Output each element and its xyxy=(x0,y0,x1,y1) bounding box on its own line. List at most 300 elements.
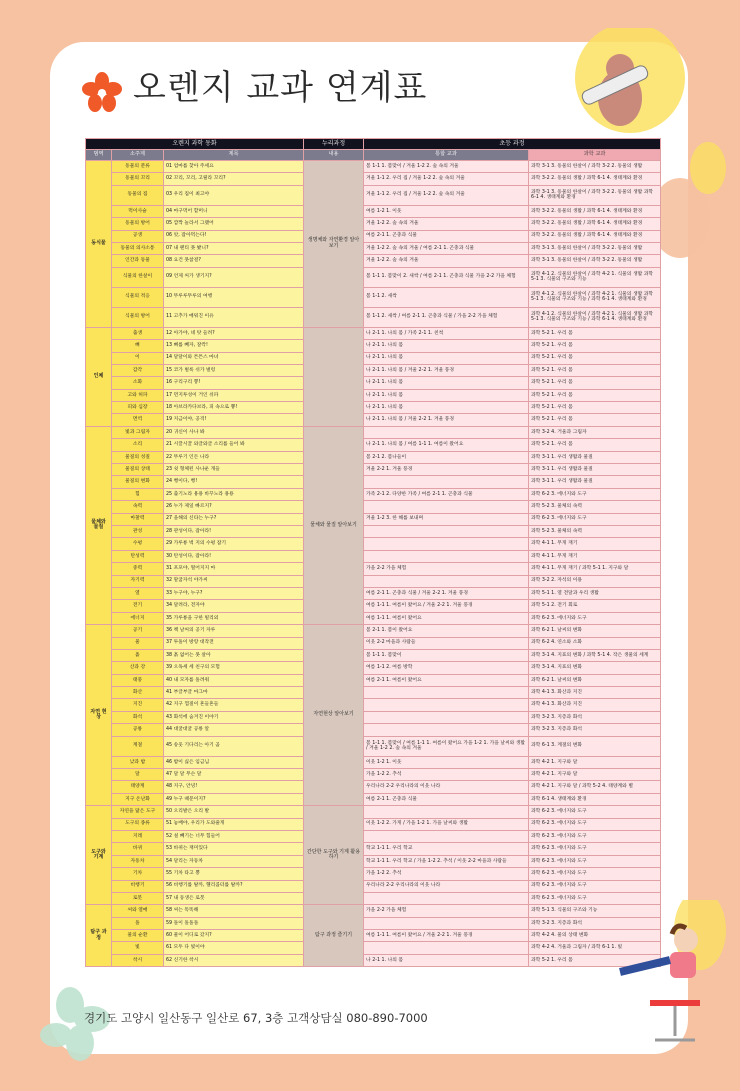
table-row xyxy=(86,880,661,892)
subtopic-cell: 물질의 변화 xyxy=(112,476,164,488)
integrated-cell xyxy=(364,917,529,929)
subtopic-cell: 자동차 xyxy=(112,855,164,867)
title-cell: 29 가루룡 벅 지의 수평 잡기 xyxy=(164,538,304,550)
table-row xyxy=(86,538,661,550)
integrated-cell: 나 2-1 1. 나의 몸 xyxy=(364,954,529,966)
table-row xyxy=(86,818,661,830)
col-title: 제목 xyxy=(164,150,304,161)
integrated-cell: 나 2-1 1. 나의 몸 xyxy=(364,352,529,364)
curriculum-table xyxy=(85,138,661,967)
table-row xyxy=(86,674,661,686)
science-cell: 과학 4-2 1. 지구와 달 / 과학 5-2 4. 태양계와 별 xyxy=(529,781,661,793)
subtopic-cell: 로봇 xyxy=(112,892,164,904)
integrated-cell xyxy=(364,525,529,537)
integrated-cell: 이웃 2-2 마을과 사람들 xyxy=(364,637,529,649)
table-row xyxy=(86,736,661,756)
subtopic-cell: 지레 xyxy=(112,830,164,842)
col-integrated: 통합 교과 xyxy=(364,150,529,161)
science-cell: 과학 5-2 1. 우리 몸 xyxy=(529,352,661,364)
science-cell: 과학 5-2 1. 우리 몸 xyxy=(529,389,661,401)
integrated-cell: 여름 1-2 1. 이웃 xyxy=(364,205,529,217)
title-cell: 09 언제 씨가 생기지? xyxy=(164,267,304,287)
area-cell: 물체와 물질 xyxy=(86,426,112,624)
science-cell: 과학 4-2 4. 물의 상태 변화 xyxy=(529,930,661,942)
integrated-cell xyxy=(364,687,529,699)
integrated-cell: 나 2-1 1. 나의 몸 xyxy=(364,377,529,389)
table-row xyxy=(86,287,661,307)
integrated-cell: 봄 1-1 2. 새싹 / 여름 2-1 1. 곤충과 식물 / 가을 2-2 가을 체험 xyxy=(364,307,529,327)
title-cell: 24 뻥이다, 뻥! xyxy=(164,476,304,488)
integrated-cell: 가족 2-1 2. 다양한 가족 / 여름 2-1 1. 곤충과 식물 xyxy=(364,488,529,500)
science-cell: 과학 3-1 3. 동물의 한살이 / 과학 3-2 2. 동물의 생활 xyxy=(529,242,661,254)
integrated-cell: 나 2-1 1. 나의 몸 / 여름 1-1 1. 여름이 왔어요 xyxy=(364,439,529,451)
integrated-cell xyxy=(364,830,529,842)
integrated-cell: 나 2-1 1. 나의 몸 / 겨울 2-2 1. 겨울 풍경 xyxy=(364,414,529,426)
integrated-cell: 겨울 1-2 2. 숲 속의 겨울 xyxy=(364,255,529,267)
header-elementary: 초등 과정 xyxy=(364,139,661,150)
science-cell: 과학 6-2 3. 에너지와 도구 xyxy=(529,868,661,880)
subtopic-cell: 기차 xyxy=(112,868,164,880)
science-cell: 과학 3-1 3. 동물의 한살이 / 과학 3-2 2. 동물의 생활 과학 6-1 4. 생태계와 환경 xyxy=(529,185,661,205)
subtopic-cell: 비행기 xyxy=(112,880,164,892)
table-row xyxy=(86,724,661,736)
subtopic-cell: 물 xyxy=(112,637,164,649)
table-row xyxy=(86,781,661,793)
integrated-cell: 봄 2-1 2. 봄나들이 xyxy=(364,451,529,463)
science-cell: 과학 3-2 2. 동물의 생활 / 과학 6-1 4. 생태계와 환경 xyxy=(529,205,661,217)
science-cell: 과학 4-2 1. 지구와 달 xyxy=(529,756,661,768)
science-cell: 과학 4-1 2. 식물의 한살이 / 과학 4-2 1. 식물의 생활 과학 5-1 3. 식물의 구조와 기능 / 과학 6-1 4. 생태계와 환경 xyxy=(529,307,661,327)
title-cell: 55 기차 타고 뿡 xyxy=(164,868,304,880)
subtopic-cell: 공기 xyxy=(112,625,164,637)
subtopic-cell: 탄성력 xyxy=(112,550,164,562)
science-cell: 과학 4-1 1. 무게 재기 / 과학 5-1 1. 지구와 달 xyxy=(529,563,661,575)
title-cell: 44 대굴대굴 공룡 알 xyxy=(164,724,304,736)
subtopic-cell: 씨와 열매 xyxy=(112,905,164,917)
title-cell: 06 앗, 잡아먹는다! xyxy=(164,230,304,242)
title-cell: 02 꼬리, 꼬리, 고릴라 꼬리? xyxy=(164,173,304,185)
integrated-cell xyxy=(364,426,529,438)
subtopic-cell: 출생 xyxy=(112,327,164,339)
science-cell: 과학 5-2 3. 물체의 속력 xyxy=(529,501,661,513)
subtopic-cell: 자연을 닮은 도구 xyxy=(112,806,164,818)
science-cell: 과학 6-2 3. 에너지와 도구 xyxy=(529,880,661,892)
science-cell: 과학 3-2 3. 지층과 화석 xyxy=(529,917,661,929)
science-cell: 과학 5-2 1. 우리 몸 xyxy=(529,414,661,426)
integrated-cell xyxy=(364,476,529,488)
integrated-cell: 나 2-1 1. 나의 몸 / 겨울 2-2 1. 겨울 풍경 xyxy=(364,364,529,376)
science-cell: 과학 6-1 4. 생태계와 환경 xyxy=(529,793,661,805)
table-row xyxy=(86,230,661,242)
title-cell: 35 가루룡을 구한 빌리외 xyxy=(164,612,304,624)
title-cell: 31 포포야, 떨어지지 마 xyxy=(164,563,304,575)
title-cell: 37 투돌이 방랑 대작전 xyxy=(164,637,304,649)
area-cell: 인체 xyxy=(86,327,112,426)
science-cell: 과학 4-2 1. 지구와 달 xyxy=(529,769,661,781)
table-row xyxy=(86,563,661,575)
table-row xyxy=(86,451,661,463)
title-cell: 28 관성이다, 잡아라! xyxy=(164,525,304,537)
table-row xyxy=(86,550,661,562)
integrated-cell xyxy=(364,942,529,954)
integrated-cell xyxy=(364,711,529,723)
title-cell: 53 바퀴는 재미있다 xyxy=(164,843,304,855)
table-row xyxy=(86,954,661,966)
subtopic-cell: 식물의 방어 xyxy=(112,307,164,327)
integrated-cell: 봄 1-1 2. 새싹 xyxy=(364,287,529,307)
science-cell: 과학 5-1 1. 열 전달과 우리 생활 xyxy=(529,587,661,599)
science-cell: 과학 5-2 1. 우리 몸 xyxy=(529,377,661,389)
science-cell: 과학 3-1 1. 우리 생활과 물질 xyxy=(529,464,661,476)
integrated-cell: 학교 1-1 1. 우리 학교 xyxy=(364,843,529,855)
table-row xyxy=(86,185,661,205)
integrated-cell: 봄 1-1 1. 봄맞이 / 여름 1-1 1. 여름이 왔어요 가을 1-2 1. 가을 날씨와 생활 / 겨울 1-2 2. 숲 속의 겨울 xyxy=(364,736,529,756)
integrated-cell: 봄 1-1 1. 봄맞이 xyxy=(364,649,529,661)
title-cell: 13 뼈를 빼자, 잘칵! xyxy=(164,340,304,352)
science-cell: 과학 3-2 2. 동물의 생활 / 과학 6-1 4. 생태계와 환경 xyxy=(529,173,661,185)
title-cell: 12 아가야, 네 탓 들려? xyxy=(164,327,304,339)
area-cell: 자연 현상 xyxy=(86,625,112,806)
table-row xyxy=(86,855,661,867)
table-row xyxy=(86,439,661,451)
nuri-cell xyxy=(304,327,364,426)
table-row xyxy=(86,687,661,699)
table-row xyxy=(86,464,661,476)
table-row xyxy=(86,793,661,805)
title-cell: 56 비행기를 탈까, 헬리콥터를 탈까? xyxy=(164,880,304,892)
science-cell: 과학 6-2 3. 에너지와 도구 xyxy=(529,806,661,818)
science-cell: 과학 4-2 4. 거울과 그림자 / 과학 6-1 1. 빛 xyxy=(529,942,661,954)
subtopic-cell: 수평 xyxy=(112,538,164,550)
science-cell: 과학 5-2 3. 물체의 속력 xyxy=(529,525,661,537)
table-row xyxy=(86,868,661,880)
title-cell: 47 달 달 무슨 달 xyxy=(164,769,304,781)
subtopic-cell: 화산 xyxy=(112,687,164,699)
science-cell: 과학 6-2 3. 에너지와 도구 xyxy=(529,488,661,500)
title-cell: 41 부글부글 마그마 xyxy=(164,687,304,699)
table-row xyxy=(86,476,661,488)
science-cell: 과학 3-2 2. 동물의 생활 / 과학 6-1 4. 생태계와 환경 xyxy=(529,218,661,230)
table-row xyxy=(86,711,661,723)
title-cell: 34 달려라, 전자야 xyxy=(164,600,304,612)
table-row xyxy=(86,905,661,917)
integrated-cell xyxy=(364,550,529,562)
table-row xyxy=(86,625,661,637)
subtopic-cell: 태양계 xyxy=(112,781,164,793)
title-cell: 30 탄성이다, 잡아라! xyxy=(164,550,304,562)
subtopic-cell: 소화 xyxy=(112,377,164,389)
table-row xyxy=(86,218,661,230)
title-cell: 50 오리발은 오리 발 xyxy=(164,806,304,818)
integrated-cell: 이웃 1-2 1. 이웃 xyxy=(364,756,529,768)
table-row xyxy=(86,426,661,438)
science-cell: 과학 6-2 3. 에너지와 도구 xyxy=(529,855,661,867)
subtopic-cell: 계절 xyxy=(112,736,164,756)
integrated-cell xyxy=(364,892,529,904)
science-cell: 과학 4-1 3. 화산과 지진 xyxy=(529,687,661,699)
science-cell: 과학 3-2 3. 지층과 화석 xyxy=(529,724,661,736)
subtopic-cell: 동물의 방어 xyxy=(112,218,164,230)
title-cell: 15 코가 벌룩 쉬가 벌렁 xyxy=(164,364,304,376)
subtopic-cell: 물질의 성질 xyxy=(112,451,164,463)
title-cell: 25 출기노라 용용 바꾸노라 용용 xyxy=(164,488,304,500)
title-cell: 07 내 팬티 못 봤니? xyxy=(164,242,304,254)
table-row xyxy=(86,769,661,781)
subtopic-cell: 소리 xyxy=(112,439,164,451)
title-cell: 14 달달이와 튼튼스 마녀 xyxy=(164,352,304,364)
science-cell: 과학 6-2 3. 에너지와 도구 xyxy=(529,513,661,525)
subtopic-cell: 관성 xyxy=(112,525,164,537)
title-cell: 58 씨는 똑똑해 xyxy=(164,905,304,917)
subtopic-cell: 화석 xyxy=(112,711,164,723)
title-cell: 36 책 날씨의 공기 자루 xyxy=(164,625,304,637)
integrated-cell: 겨울 1-2 3. 한 해를 보내며 xyxy=(364,513,529,525)
integrated-cell: 봄 2-1 1. 봄이 왔어요 xyxy=(364,625,529,637)
page-title: 오렌지 교과 연계표 xyxy=(133,68,428,108)
title-cell: 32 말굽자석 야가씨 xyxy=(164,575,304,587)
science-cell: 과학 6-2 3. 에너지와 도구 xyxy=(529,843,661,855)
subtopic-cell: 속력 xyxy=(112,501,164,513)
table-row xyxy=(86,340,661,352)
table-row xyxy=(86,255,661,267)
child-on-chair-illustration xyxy=(600,900,730,1050)
subtopic-cell: 마찰력 xyxy=(112,513,164,525)
col-subtopic: 소주제 xyxy=(112,150,164,161)
science-cell: 과학 5-2 1. 우리 몸 xyxy=(529,439,661,451)
table-row xyxy=(86,513,661,525)
integrated-cell: 여름 1-1 2. 여름 방학 xyxy=(364,662,529,674)
table-row xyxy=(86,307,661,327)
subtopic-cell: 뼈 xyxy=(112,340,164,352)
subtopic-cell: 공생 xyxy=(112,230,164,242)
table-row xyxy=(86,377,661,389)
title-cell: 18 아브라카다브라, 피 속으로 뿅! xyxy=(164,402,304,414)
integrated-cell: 나 2-1 1. 나의 몸 / 가족 2-1 1. 친척 xyxy=(364,327,529,339)
table-row xyxy=(86,699,661,711)
subtopic-cell: 이 xyxy=(112,352,164,364)
integrated-cell: 가을 2-2 가을 체험 xyxy=(364,563,529,575)
table-row xyxy=(86,402,661,414)
nuri-cell: 물체와 물질 알아보기 xyxy=(304,426,364,624)
subtopic-cell: 물의 순환 xyxy=(112,930,164,942)
table-row xyxy=(86,488,661,500)
subtopic-cell: 지진 xyxy=(112,699,164,711)
science-cell: 과학 6-2 3. 에너지와 도구 xyxy=(529,892,661,904)
science-cell: 과학 4-1 1. 무게 재기 xyxy=(529,538,661,550)
table-row xyxy=(86,756,661,768)
title-cell: 45 송웃 기다리는 아기 곰 xyxy=(164,736,304,756)
area-cell: 도구와 기계 xyxy=(86,806,112,905)
subtopic-cell: 자기력 xyxy=(112,575,164,587)
table-row xyxy=(86,806,661,818)
integrated-cell: 나 2-1 1. 나의 몸 xyxy=(364,402,529,414)
nuri-cell: 생명체와 자연환경 알아보기 xyxy=(304,161,364,328)
title-cell: 40 내 모자를 돌려줘 xyxy=(164,674,304,686)
table-row xyxy=(86,414,661,426)
integrated-cell: 여름 2-1 1. 곤충과 식물 xyxy=(364,230,529,242)
subtopic-cell: 산과 강 xyxy=(112,662,164,674)
integrated-cell: 겨울 2-2 1. 겨울 풍경 xyxy=(364,464,529,476)
subtopic-cell: 태풍 xyxy=(112,674,164,686)
integrated-cell: 가을 1-2 2. 추석 xyxy=(364,868,529,880)
table-row xyxy=(86,389,661,401)
title-cell: 20 귀신이 사나 봐 xyxy=(164,426,304,438)
science-cell: 과학 3-1 1. 우리 생활과 물질 xyxy=(529,451,661,463)
table-row xyxy=(86,843,661,855)
title-cell: 54 달리는 자동차 xyxy=(164,855,304,867)
table-row xyxy=(86,600,661,612)
title-cell: 27 을해의 신타는 누구? xyxy=(164,513,304,525)
header-orange: 오렌지 과학 동화 xyxy=(86,139,304,150)
table-row xyxy=(86,649,661,661)
integrated-cell: 학교 1-1 1. 우리 학교 / 가을 1-2 2. 추석 / 이웃 2-2 마을과 사람들 xyxy=(364,855,529,867)
nuri-cell: 자연현상 알아보기 xyxy=(304,625,364,806)
subtopic-cell: 식물의 한살이 xyxy=(112,267,164,287)
integrated-cell xyxy=(364,699,529,711)
title-cell: 46 밤이 싫은 임금님 xyxy=(164,756,304,768)
table-row xyxy=(86,612,661,624)
subtopic-cell: 동물의 의사소통 xyxy=(112,242,164,254)
subtopic-cell: 동물의 꼬리 xyxy=(112,173,164,185)
title-cell: 52 설 빼기는 너무 힘들어 xyxy=(164,830,304,842)
subtopic-cell: 식물의 적응 xyxy=(112,287,164,307)
subtopic-cell: 돌 xyxy=(112,917,164,929)
integrated-cell xyxy=(364,806,529,818)
integrated-cell: 가을 1-2 2. 추석 xyxy=(364,769,529,781)
integrated-cell: 겨울 1-1 2. 우리 집 / 겨울 1-2 2. 숲 속의 겨울 xyxy=(364,173,529,185)
title-cell: 21 시끌시끌 와글와글 소리를 들어 봐 xyxy=(164,439,304,451)
title-cell: 22 뚜루기 인돈 나라 xyxy=(164,451,304,463)
science-cell: 과학 5-1 2. 전기 회로 xyxy=(529,600,661,612)
title-cell: 01 엄마를 찾아 주세요 xyxy=(164,161,304,173)
science-cell: 과학 3-2 2. 자석의 이용 xyxy=(529,575,661,587)
title-cell: 10 뚜루루뚜루의 여행 xyxy=(164,287,304,307)
integrated-cell: 여름 2-1 1. 곤충과 식물 xyxy=(364,793,529,805)
science-cell: 과학 3-1 3. 동물의 한살이 / 과학 3-2 2. 동물의 생활 xyxy=(529,161,661,173)
title-cell: 03 우리 집이 최고야 xyxy=(164,185,304,205)
title-cell: 23 쉿 형체된 사나운 개들 xyxy=(164,464,304,476)
integrated-cell: 여름 1-1 1. 여름이 왔어요 / 겨울 2-2 1. 겨울 풍경 xyxy=(364,600,529,612)
subtopic-cell: 착시 xyxy=(112,954,164,966)
table-row xyxy=(86,267,661,287)
science-cell: 과학 3-2 3. 지층과 화석 xyxy=(529,711,661,723)
title-cell: 61 모두 다 빛이야 xyxy=(164,942,304,954)
subtopic-cell: 흙 xyxy=(112,649,164,661)
science-cell: 과학 3-1 1. 우리 생활과 물질 xyxy=(529,476,661,488)
science-cell: 과학 5-2 1. 우리 몸 xyxy=(529,327,661,339)
title-cell: 48 지구, 안녕! xyxy=(164,781,304,793)
area-cell: 동식물 xyxy=(86,161,112,328)
title-cell: 19 지금이야, 공격! xyxy=(164,414,304,426)
subtopic-cell: 힘 xyxy=(112,488,164,500)
table-row xyxy=(86,662,661,674)
table-row xyxy=(86,242,661,254)
science-cell: 과학 4-1 3. 화산과 지진 xyxy=(529,699,661,711)
integrated-cell: 여름 2-1 1. 여름이 왔어요 xyxy=(364,674,529,686)
header-nuri: 누리과정 xyxy=(304,139,364,150)
subtopic-cell: 물질의 상태 xyxy=(112,464,164,476)
science-cell: 과학 3-2 2. 동물의 생활 / 과학 6-1 4. 생태계와 환경 xyxy=(529,230,661,242)
subtopic-cell: 고와 허파 xyxy=(112,389,164,401)
title-cell: 08 요건 못참걸? xyxy=(164,255,304,267)
table-row xyxy=(86,173,661,185)
integrated-cell: 겨울 1-1 2. 우리 집 / 겨울 1-2 2. 숲 속의 겨울 xyxy=(364,185,529,205)
subtopic-cell: 전기 xyxy=(112,600,164,612)
subtopic-cell: 중력 xyxy=(112,563,164,575)
table-row xyxy=(86,637,661,649)
subtopic-cell: 먹이사슬 xyxy=(112,205,164,217)
science-cell: 과학 5-2 1. 우리 몸 xyxy=(529,340,661,352)
title-cell: 42 지구 껍질이 흔들흔들 xyxy=(164,699,304,711)
subtopic-cell: 낮과 밤 xyxy=(112,756,164,768)
footer-address: 경기도 고양시 일산동구 일산로 67, 3층 고객상담실 080-890-7000 xyxy=(84,1011,428,1025)
integrated-cell: 우리나라 2-2 우리나라의 이웃 나라 xyxy=(364,781,529,793)
science-cell: 과학 3-1 4. 지표의 변화 xyxy=(529,662,661,674)
subtopic-cell: 빛과 그림자 xyxy=(112,426,164,438)
col-content: 내용 xyxy=(304,150,364,161)
subtopic-cell: 공룡 xyxy=(112,724,164,736)
integrated-cell: 이웃 1-2 2. 가게 / 가을 1-2 1. 가을 날씨와 생활 xyxy=(364,818,529,830)
subtopic-cell: 인간과 동물 xyxy=(112,255,164,267)
subtopic-cell: 에너지 xyxy=(112,612,164,624)
science-cell: 과학 6-1 3. 계절의 변화 xyxy=(529,736,661,756)
subtopic-cell: 달 xyxy=(112,769,164,781)
science-cell: 과학 3-1 3. 동물의 한살이 / 과학 3-2 2. 동물의 생활 xyxy=(529,255,661,267)
table-body xyxy=(86,161,661,967)
title-cell: 59 돌이 돌돌돌 xyxy=(164,917,304,929)
title-cell: 33 누구야, 누구? xyxy=(164,587,304,599)
col-area: 범역 xyxy=(86,150,112,161)
table-row xyxy=(86,327,661,339)
subtopic-cell: 동물의 분류 xyxy=(112,161,164,173)
science-cell: 과학 3-1 4. 지표의 변화 / 과학 5-1 4. 작은 생물의 세계 xyxy=(529,649,661,661)
table-row xyxy=(86,161,661,173)
table-row xyxy=(86,830,661,842)
title-cell: 49 누구 때문이지? xyxy=(164,793,304,805)
title-cell: 57 내 동생은 로봇 xyxy=(164,892,304,904)
title-cell: 51 놓배야, 우리가 도와줄게 xyxy=(164,818,304,830)
subtopic-cell: 빛 xyxy=(112,942,164,954)
nuri-cell: 탐구 과정 즐기기 xyxy=(304,905,364,967)
subtopic-cell: 피와 심장 xyxy=(112,402,164,414)
subtopic-cell: 면역 xyxy=(112,414,164,426)
science-cell: 과학 6-2 1. 날씨의 변화 xyxy=(529,625,661,637)
subtopic-cell: 지구 온난화 xyxy=(112,793,164,805)
integrated-cell: 겨울 1-2 2. 숲 속의 겨울 / 여름 2-1 1. 곤충과 식물 xyxy=(364,242,529,254)
title-cell: 62 신기한 착시 xyxy=(164,954,304,966)
subtopic-cell: 바퀴 xyxy=(112,843,164,855)
science-cell: 과학 4-1 1. 무게 재기 xyxy=(529,550,661,562)
science-cell: 과학 5-1 3. 식물의 구조와 기능 xyxy=(529,905,661,917)
title-cell: 16 구리구리 뿡! xyxy=(164,377,304,389)
title-cell: 60 물이 어디로 갔지? xyxy=(164,930,304,942)
integrated-cell: 나 2-1 1. 나의 몸 xyxy=(364,340,529,352)
science-cell: 과학 5-2 1. 우리 몸 xyxy=(529,954,661,966)
subtopic-cell: 감각 xyxy=(112,364,164,376)
table-row xyxy=(86,930,661,942)
science-cell: 과학 6-2 3. 에너지와 도구 xyxy=(529,830,661,842)
title-cell: 43 화석에 숨겨진 이야기 xyxy=(164,711,304,723)
integrated-cell xyxy=(364,575,529,587)
table-row xyxy=(86,205,661,217)
table-row xyxy=(86,501,661,513)
science-cell: 과학 4-1 2. 식물의 한살이 / 과학 4-2 1. 식물의 생활 과학 5-1 3. 식물의 구조와 기능 / 과학 6-1 4. 생태계와 환경 xyxy=(529,287,661,307)
title-cell: 05 깜짝 놀라서 그랬어 xyxy=(164,218,304,230)
integrated-cell: 여름 1-1 1. 여름이 왔어요 xyxy=(364,612,529,624)
integrated-cell xyxy=(364,501,529,513)
science-cell: 과학 5-2 1. 우리 몸 xyxy=(529,364,661,376)
integrated-cell: 여름 1-1 1. 여름이 왔어요 / 겨울 2-2 1. 겨울 풍경 xyxy=(364,930,529,942)
